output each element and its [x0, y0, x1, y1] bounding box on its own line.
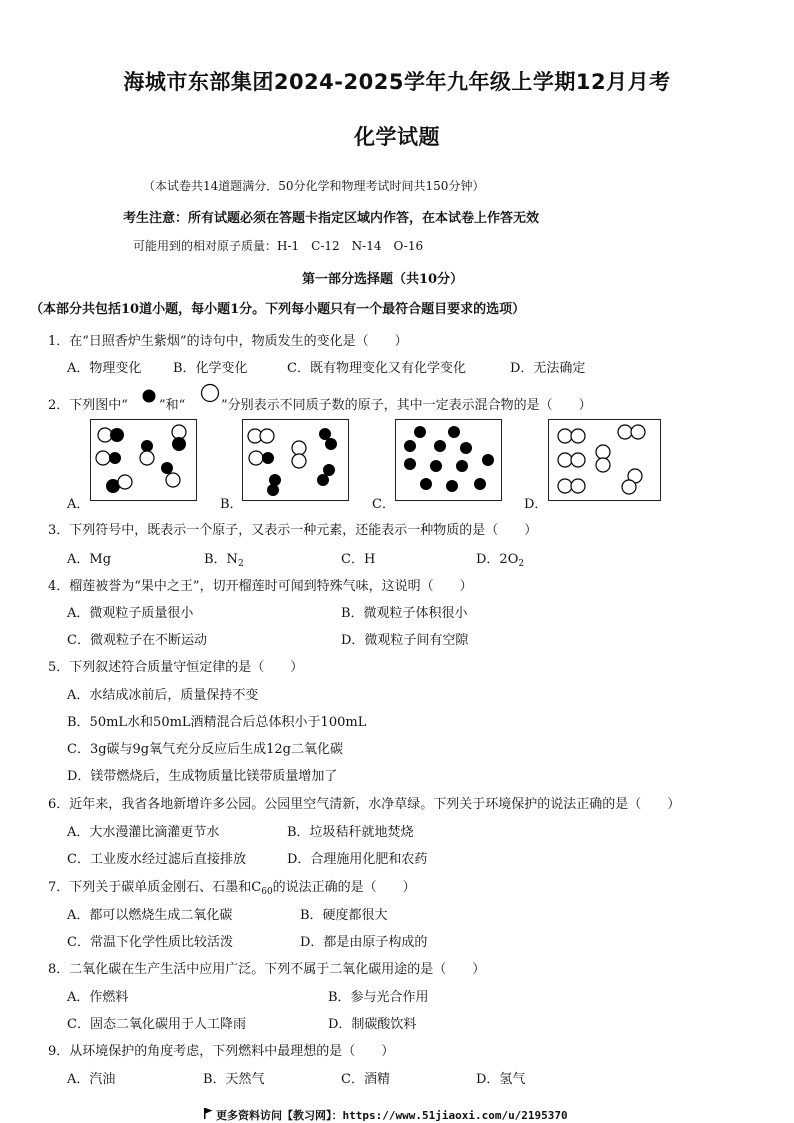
section-title: 第一部分选择题（共10分）	[302, 272, 464, 287]
q8-option-d: D．制碳酸饮料	[328, 1017, 417, 1032]
q9-option-d: D．氢气	[476, 1072, 526, 1087]
q7-option-a: A．都可以燃烧生成二氧化碳	[67, 908, 233, 923]
q2-option-b-label: B．	[220, 497, 243, 512]
q7-stem: 7．下列关于碳单质金刚石、石墨和$C_{60}$的说法正确的是（ ）	[48, 880, 416, 897]
q5-option-a: A．水结成冰前后，质量保持不变	[67, 688, 259, 703]
q9-option-c: C．酒精	[341, 1072, 390, 1087]
q6-option-c: C．工业废水经过滤后直接排放	[67, 852, 246, 867]
q2-stem-part3: ”分别表示不同质子数的原子，其中一定表示混合物的是（ ）	[221, 398, 592, 413]
q8-option-c: C．固态二氧化碳用于人工降雨	[67, 1017, 246, 1032]
q2-option-a-diagram	[90, 419, 197, 501]
q5-stem: 5．下列叙述符合质量守恒定律的是（ ）	[48, 660, 304, 675]
q5-option-d: D．镁带燃烧后，生成物质量比镁带质量增加了	[67, 769, 338, 784]
black-atom-icon	[142, 389, 156, 403]
q4-option-c: C．微观粒子在不断运动	[67, 633, 207, 648]
q2-option-c-diagram	[395, 419, 502, 501]
q7-option-b: B．硬度都很大	[300, 908, 388, 923]
page-subtitle: 化学试题	[354, 125, 440, 149]
q2-stem-part2: ”和“	[159, 398, 186, 413]
q2-option-b-diagram	[242, 419, 349, 501]
q4-option-d: D．微观粒子间有空隙	[341, 633, 469, 648]
q2-stem-part1: 2．下列图中“	[48, 398, 128, 413]
page-title: 海城市东部集团2024-2025学年九年级上学期12月月考	[123, 70, 671, 94]
q6-option-b: B．垃圾秸秆就地焚烧	[287, 825, 414, 840]
section-instruction: （本部分共包括10道小题，每小题1分。下列每小题只有一个最符合题目要求的选项）	[30, 302, 526, 317]
q4-option-b: B．微观粒子体积很小	[341, 606, 468, 621]
q2-option-d-diagram	[548, 419, 661, 501]
exam-info: （本试卷共14道题满分．50分化学和物理考试时间共150分钟）	[143, 179, 485, 193]
q5-option-c: C．3g碳与9g氧气充分反应后生成12g二氧化碳	[67, 742, 343, 757]
q8-stem: 8．二氧化碳在生产生活中应用广泛。下列不属于二氧化碳用途的是（ ）	[48, 962, 486, 977]
white-atom-icon	[200, 383, 220, 403]
q9-stem: 9．从环境保护的角度考虑，下列燃料中最理想的是（ ）	[48, 1044, 395, 1059]
atomic-mass-info: 可能用到的相对原子质量：H-1 C-12 N-14 O-16	[133, 239, 424, 253]
q8-option-a: A．作燃料	[67, 990, 129, 1005]
q3-option-c: C．H	[341, 552, 376, 567]
q9-option-a: A．汽油	[67, 1072, 116, 1087]
q2-option-d-label: D．	[524, 497, 548, 512]
q1-option-a: A．物理变化	[67, 361, 142, 376]
q6-stem: 6．近年来，我省各地新增许多公园。公园里空气清新，水净草绿。下列关于环境保护的说法正确的是（ ）	[48, 797, 681, 812]
q7-option-c: C．常温下化学性质比较活泼	[67, 935, 233, 950]
q1-option-c: C．既有物理变化又有化学变化	[287, 361, 466, 376]
q1-option-b: B．化学变化	[173, 361, 248, 376]
footer-link[interactable]: 更多资料访问【教习网】：https://www.51jiaoxi.com/u/2195370	[216, 1109, 568, 1122]
q4-option-a: A．微观粒子质量很小	[67, 606, 194, 621]
q1-option-d: D．无法确定	[510, 361, 586, 376]
q1-stem: 1．在“日照香炉生紫烟”的诗句中，物质发生的变化是（ ）	[48, 334, 408, 349]
q6-option-a: A．大水漫灌比滴灌更节水	[67, 825, 220, 840]
exam-notice: 考生注意：所有试题必须在答题卡指定区域内作答，在本试卷上作答无效	[123, 211, 540, 226]
q3-option-a: A．Mg	[67, 552, 112, 567]
q3-option-d: D．$2O_2$	[476, 552, 525, 569]
q7-option-d: D．都是由原子构成的	[300, 935, 428, 950]
q5-option-b: B．50mL水和50mL酒精混合后总体积小于100mL	[67, 715, 367, 730]
q2-option-a-label: A．	[67, 497, 90, 512]
q2-option-c-label: C．	[372, 497, 395, 512]
q3-stem: 3．下列符号中，既表示一个原子，又表示一种元素，还能表示一种物质的是（ ）	[48, 523, 538, 538]
q4-stem: 4．榴莲被誉为“果中之王”，切开榴莲时可闻到特殊气味，这说明（ ）	[48, 579, 473, 594]
q9-option-b: B．天然气	[203, 1072, 265, 1087]
q3-option-b: B．$N_2$	[204, 552, 244, 569]
flag-icon	[203, 1108, 213, 1119]
q6-option-d: D．合理施用化肥和农药	[287, 852, 428, 867]
q8-option-b: B．参与光合作用	[328, 990, 429, 1005]
